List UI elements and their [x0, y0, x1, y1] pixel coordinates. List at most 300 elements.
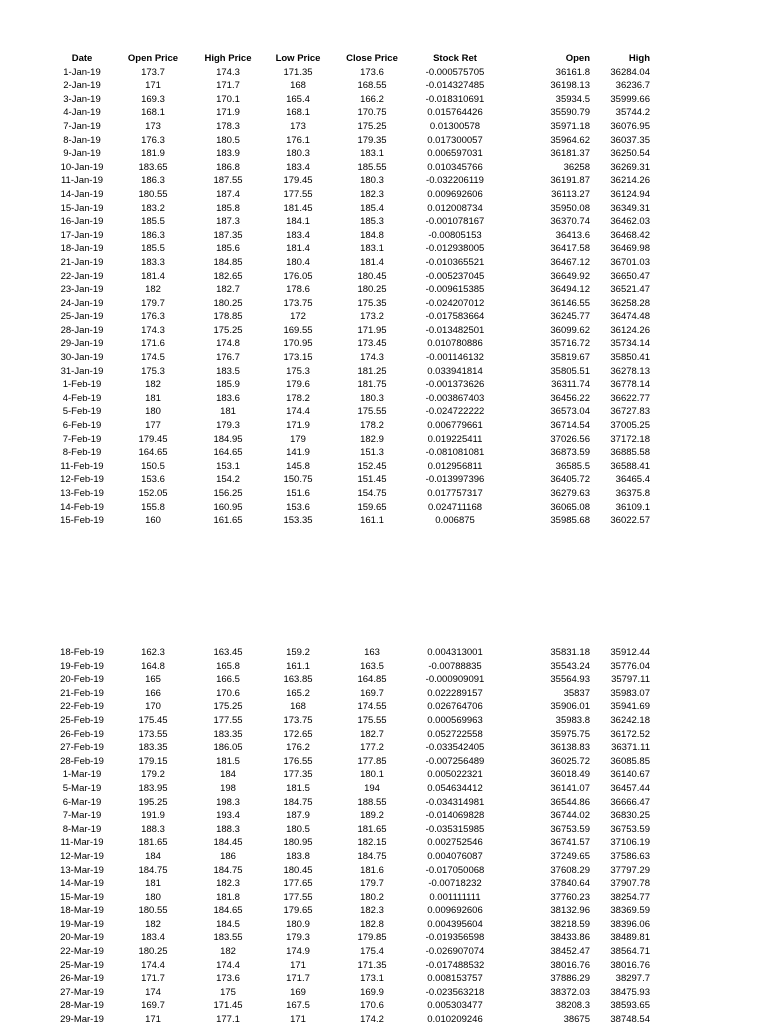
close-price-cell: 180.25	[357, 284, 387, 296]
index-open-cell: 38132.96	[550, 905, 590, 917]
high-price-cell: 186.8	[216, 161, 240, 173]
index-high-cell: 36622.77	[610, 392, 650, 404]
low-price-cell: 180.3	[286, 148, 310, 160]
index-open-cell: 35950.08	[550, 202, 590, 214]
close-price-cell: 173.1	[360, 973, 384, 985]
index-high-cell: 36666.47	[610, 796, 650, 808]
stock-ret-cell: 0.004313001	[427, 647, 483, 658]
index-high-cell: 35999.66	[610, 93, 650, 105]
low-price-cell: 151.6	[286, 488, 310, 499]
index-high-cell: 36258.28	[610, 297, 650, 309]
table-row	[0, 270, 768, 284]
date-cell: 24-Jan-19	[60, 297, 104, 309]
open-price-cell: 155.8	[141, 501, 165, 513]
table-row	[0, 365, 768, 379]
index-open-cell: 35985.68	[550, 515, 590, 527]
table-row	[0, 351, 768, 365]
stock-ret-cell: 0.033941814	[427, 365, 483, 377]
date-cell: 28-Mar-19	[60, 1000, 104, 1012]
stock-ret-cell: -0.013997396	[425, 474, 485, 486]
index-open-cell: 36018.49	[550, 769, 590, 781]
open-price-cell: 181	[145, 392, 161, 404]
high-price-cell: 185.8	[216, 202, 240, 214]
index-open-cell: 35971.18	[550, 120, 590, 132]
index-high-cell: 38369.59	[610, 905, 650, 917]
table-row	[0, 106, 768, 120]
open-price-cell: 166	[145, 687, 161, 699]
date-cell: 9-Jan-19	[63, 148, 101, 160]
index-open-cell: 37840.64	[550, 878, 590, 890]
low-price-cell: 169	[290, 986, 306, 998]
low-price-cell: 177.55	[283, 188, 313, 200]
high-price-cell: 175.25	[213, 701, 243, 713]
low-price-cell: 172.65	[283, 728, 313, 740]
index-high-cell: 36468.42	[610, 229, 650, 241]
low-price-cell: 181.45	[283, 202, 313, 214]
high-price-cell: 184.95	[213, 433, 243, 445]
open-price-cell: 181.65	[138, 837, 168, 849]
stock-ret-cell: 0.022289157	[427, 687, 483, 699]
index-high-cell: 36371.11	[611, 742, 650, 754]
open-price-cell: 191.9	[141, 810, 165, 822]
table-row	[0, 378, 768, 392]
table-row	[0, 473, 768, 487]
high-price-cell: 178.3	[216, 120, 240, 132]
table-row	[0, 405, 768, 419]
table-row	[0, 419, 768, 433]
low-price-cell: 161.1	[286, 660, 310, 672]
date-cell: 15-Jan-19	[60, 202, 104, 214]
open-price-cell: 177	[145, 420, 161, 432]
stock-ret-cell: -0.014069828	[425, 810, 485, 822]
stock-ret-cell: 0.006875	[435, 515, 475, 527]
index-high-cell: 36830.25	[610, 810, 650, 822]
index-open-cell: 36099.62	[550, 324, 590, 336]
close-price-cell: 173.6	[360, 66, 384, 78]
high-price-cell: 185.6	[216, 243, 240, 255]
close-price-cell: 180.3	[360, 175, 384, 187]
low-price-cell: 180.95	[283, 837, 313, 849]
low-price-cell: 169.55	[283, 324, 313, 336]
close-price-cell: 151.45	[357, 474, 387, 486]
low-price-cell: 168	[290, 701, 306, 713]
index-open-cell: 36245.77	[550, 311, 590, 323]
low-price-cell: 183.4	[286, 229, 310, 241]
date-cell: 15-Feb-19	[60, 515, 104, 527]
index-high-cell: 35912.44	[610, 647, 650, 658]
index-high-cell: 36242.18	[610, 714, 650, 726]
low-price-cell: 173.75	[283, 297, 313, 309]
open-price-cell: 183.65	[138, 161, 168, 173]
index-high-cell: 35797.11	[611, 674, 650, 686]
index-open-cell: 37608.29	[550, 864, 590, 876]
open-price-cell: 162.3	[141, 647, 165, 658]
date-cell: 8-Feb-19	[62, 447, 102, 459]
date-cell: 22-Feb-19	[60, 701, 104, 713]
date-cell: 27-Mar-19	[60, 986, 104, 998]
index-open-cell: 36141.07	[550, 782, 590, 794]
index-open-cell: 36113.27	[551, 188, 590, 200]
close-price-cell: 183.1	[360, 243, 384, 255]
close-price-cell: 181.6	[360, 864, 384, 876]
header-close-price: Close Price	[346, 53, 398, 64]
table-row	[0, 660, 768, 674]
index-open-cell: 35964.62	[550, 134, 590, 146]
stock-ret-cell: 0.004395604	[427, 918, 483, 930]
close-price-cell: 182.9	[360, 433, 384, 445]
index-high-cell: 36521.47	[610, 284, 650, 296]
high-price-cell: 184	[220, 769, 236, 781]
stock-ret-cell: -0.018310691	[425, 93, 485, 105]
index-high-cell: 36109.1	[615, 501, 650, 513]
low-price-cell: 153.6	[286, 501, 310, 513]
stock-ret-cell: 0.006597031	[427, 148, 483, 160]
stock-ret-cell: -0.010365521	[425, 256, 485, 268]
date-cell: 29-Jan-19	[60, 338, 104, 350]
table-row	[0, 796, 768, 810]
table-row	[0, 161, 768, 175]
date-cell: 2-Jan-19	[63, 80, 101, 92]
close-price-cell: 178.2	[360, 420, 384, 432]
low-price-cell: 181.5	[286, 782, 310, 794]
low-price-cell: 173.15	[283, 352, 313, 364]
close-price-cell: 182.15	[357, 837, 387, 849]
close-price-cell: 173.2	[360, 311, 384, 323]
table-row	[0, 174, 768, 188]
open-price-cell: 180.25	[138, 946, 168, 958]
stock-ret-cell: 0.009692606	[427, 188, 483, 200]
open-price-cell: 181	[145, 878, 161, 890]
table-row	[0, 836, 768, 850]
close-price-cell: 175.25	[357, 120, 387, 132]
stock-ret-cell: -0.003867403	[425, 392, 485, 404]
date-cell: 20-Mar-19	[60, 932, 104, 944]
high-price-cell: 156.25	[213, 488, 243, 499]
high-price-cell: 171.45	[213, 1000, 243, 1012]
date-cell: 18-Jan-19	[60, 243, 104, 255]
close-price-cell: 184.75	[357, 850, 387, 862]
date-cell: 21-Feb-19	[60, 687, 104, 699]
close-price-cell: 174.3	[360, 352, 384, 364]
table-row	[0, 918, 768, 932]
high-price-cell: 184.65	[213, 905, 243, 917]
stock-ret-cell: 0.000569963	[427, 714, 483, 726]
index-open-cell: 35934.5	[555, 93, 590, 105]
index-high-cell: 36236.7	[615, 80, 650, 92]
open-price-cell: 179.45	[138, 433, 168, 445]
low-price-cell: 171.9	[286, 420, 310, 432]
index-high-cell: 35734.14	[610, 338, 650, 350]
low-price-cell: 165.2	[286, 687, 310, 699]
index-open-cell: 36649.92	[550, 270, 590, 282]
low-price-cell: 168.1	[286, 107, 310, 119]
stock-table-page-1	[0, 52, 768, 528]
header-stock-ret: Stock Ret	[433, 53, 477, 64]
index-high-cell: 36650.47	[610, 270, 650, 282]
stock-ret-cell: 0.052722558	[427, 728, 483, 740]
open-price-cell: 174.3	[141, 324, 165, 336]
low-price-cell: 171.35	[283, 66, 313, 78]
stock-ret-cell: 0.010780886	[427, 338, 483, 350]
table-row	[0, 242, 768, 256]
index-open-cell: 36405.72	[550, 474, 590, 486]
open-price-cell: 165	[145, 674, 161, 686]
table-row	[0, 446, 768, 460]
table-row	[0, 673, 768, 687]
high-price-cell: 193.4	[216, 810, 240, 822]
open-price-cell: 183.2	[141, 202, 165, 214]
table-row	[0, 755, 768, 769]
open-price-cell: 164.65	[138, 447, 168, 459]
stock-ret-cell: -0.001373626	[425, 379, 485, 391]
index-high-cell: 38748.54	[610, 1014, 650, 1026]
low-price-cell: 179.6	[286, 379, 310, 391]
table-row	[0, 93, 768, 107]
date-cell: 11-Mar-19	[60, 837, 104, 849]
low-price-cell: 171	[290, 959, 306, 971]
open-price-cell: 164.8	[141, 660, 165, 672]
low-price-cell: 141.9	[286, 447, 310, 459]
date-cell: 19-Mar-19	[60, 918, 104, 930]
low-price-cell: 177.35	[283, 769, 313, 781]
date-cell: 28-Feb-19	[60, 755, 104, 767]
high-price-cell: 185.9	[216, 379, 240, 391]
index-open-cell: 38016.76	[550, 959, 590, 971]
date-cell: 8-Mar-19	[62, 823, 102, 835]
high-price-cell: 184.45	[213, 837, 243, 849]
open-price-cell: 181.4	[141, 270, 165, 282]
low-price-cell: 177.55	[283, 891, 313, 903]
index-open-cell: 36753.59	[550, 823, 590, 835]
index-open-cell: 38433.86	[550, 932, 590, 944]
high-price-cell: 184.85	[213, 256, 243, 268]
date-cell: 14-Mar-19	[60, 878, 104, 890]
index-open-cell: 36198.13	[550, 80, 590, 92]
open-price-cell: 183.4	[141, 932, 165, 944]
index-high-cell: 35941.69	[610, 701, 650, 713]
date-cell: 18-Feb-19	[60, 647, 104, 658]
low-price-cell: 178.2	[286, 392, 310, 404]
date-cell: 25-Mar-19	[60, 959, 104, 971]
date-cell: 25-Jan-19	[60, 311, 104, 323]
index-high-cell: 36076.95	[610, 120, 650, 132]
high-price-cell: 161.65	[213, 515, 243, 527]
table-row	[0, 959, 768, 973]
stock-ret-cell: 0.015764426	[427, 107, 483, 119]
open-price-cell: 174	[145, 986, 161, 998]
table-row	[0, 850, 768, 864]
index-high-cell: 38297.7	[615, 973, 650, 985]
table-row	[0, 188, 768, 202]
open-price-cell: 180	[145, 406, 161, 418]
close-price-cell: 169.9	[360, 986, 384, 998]
index-open-cell: 35805.51	[550, 365, 590, 377]
table-row	[0, 392, 768, 406]
table-row	[0, 646, 768, 660]
stock-table-page-2	[0, 646, 768, 1027]
stock-ret-cell: -0.000575705	[425, 66, 485, 78]
high-price-cell: 170.6	[216, 687, 240, 699]
low-price-cell: 176.1	[286, 134, 310, 146]
low-price-cell: 180.5	[286, 823, 310, 835]
index-high-cell: 38475.93	[610, 986, 650, 998]
date-cell: 23-Jan-19	[60, 284, 104, 296]
open-price-cell: 174.4	[141, 959, 165, 971]
open-price-cell: 173.55	[138, 728, 168, 740]
index-high-cell: 37172.18	[610, 433, 650, 445]
index-high-cell: 36250.54	[610, 148, 650, 160]
stock-ret-cell: 0.017300057	[427, 134, 483, 146]
stock-ret-cell: -0.035315985	[425, 823, 485, 835]
low-price-cell: 176.55	[283, 755, 313, 767]
date-cell: 29-Mar-19	[60, 1014, 104, 1026]
index-high-cell: 35850.41	[610, 352, 650, 364]
high-price-cell: 181.8	[216, 891, 240, 903]
high-price-cell: 183.55	[213, 932, 243, 944]
stock-ret-cell: -0.032206119	[426, 175, 484, 187]
stock-ret-cell: -0.00805153	[428, 229, 482, 241]
low-price-cell: 181.4	[286, 243, 310, 255]
high-price-cell: 183.9	[216, 148, 240, 160]
table-row	[0, 931, 768, 945]
date-cell: 8-Jan-19	[63, 134, 101, 146]
table-row	[0, 864, 768, 878]
close-price-cell: 175.4	[360, 946, 384, 958]
high-price-cell: 187.4	[216, 188, 240, 200]
index-open-cell: 36181.37	[550, 148, 590, 160]
close-price-cell: 180.2	[360, 891, 384, 903]
open-price-cell: 183.3	[141, 256, 165, 268]
close-price-cell: 171.35	[357, 959, 387, 971]
index-open-cell: 36311.74	[551, 379, 590, 391]
table-row	[0, 823, 768, 837]
close-price-cell: 171.95	[357, 324, 387, 336]
index-high-cell: 38254.77	[610, 891, 650, 903]
low-price-cell: 180.4	[286, 256, 310, 268]
table-row	[0, 700, 768, 714]
low-price-cell: 174.9	[286, 946, 310, 958]
index-open-cell: 36544.86	[550, 796, 590, 808]
high-price-cell: 184.5	[216, 918, 240, 930]
stock-ret-cell: 0.008153757	[427, 973, 483, 985]
low-price-cell: 172	[290, 311, 306, 323]
open-price-cell: 171	[145, 1014, 161, 1026]
high-price-cell: 174.8	[216, 338, 240, 350]
stock-ret-cell: -0.009615385	[425, 284, 485, 296]
date-cell: 14-Jan-19	[60, 188, 104, 200]
low-price-cell: 163.85	[283, 674, 313, 686]
index-open-cell: 37249.65	[550, 850, 590, 862]
high-price-cell: 176.7	[216, 352, 240, 364]
stock-ret-cell: 0.017757317	[427, 488, 483, 499]
date-cell: 3-Jan-19	[63, 93, 101, 105]
table-row	[0, 134, 768, 148]
date-cell: 30-Jan-19	[60, 352, 104, 364]
stock-ret-cell: 0.002752546	[427, 837, 483, 849]
open-price-cell: 170	[145, 701, 161, 713]
open-price-cell: 168.1	[141, 107, 165, 119]
high-price-cell: 163.45	[213, 647, 243, 658]
high-price-cell: 180.5	[216, 134, 240, 146]
date-cell: 11-Jan-19	[60, 175, 104, 187]
stock-ret-cell: -0.001078167	[425, 216, 485, 228]
low-price-cell: 183.4	[286, 161, 310, 173]
open-price-cell: 169.3	[141, 93, 165, 105]
close-price-cell: 182.8	[360, 918, 384, 930]
high-price-cell: 175.25	[213, 324, 243, 336]
close-price-cell: 181.25	[357, 365, 387, 377]
open-price-cell: 173	[145, 120, 161, 132]
close-price-cell: 181.75	[357, 379, 387, 391]
stock-ret-cell: 0.01300578	[429, 120, 481, 132]
index-high-cell: 36885.58	[610, 447, 650, 459]
table-row	[0, 120, 768, 134]
index-open-cell: 36456.22	[550, 392, 590, 404]
date-cell: 7-Jan-19	[63, 120, 101, 132]
open-price-cell: 180	[145, 891, 161, 903]
low-price-cell: 179.65	[283, 905, 313, 917]
date-cell: 25-Feb-19	[60, 714, 104, 726]
stock-ret-cell: -0.014327485	[425, 80, 485, 92]
high-price-cell: 187.3	[216, 216, 240, 228]
high-price-cell: 171.9	[216, 107, 240, 119]
stock-ret-cell: -0.017488532	[425, 959, 485, 971]
high-price-cell: 198.3	[216, 796, 240, 808]
stock-ret-cell: -0.024722222	[425, 406, 485, 418]
low-price-cell: 176.2	[286, 742, 310, 754]
index-open-cell: 36873.59	[550, 447, 590, 459]
index-open-cell: 36573.04	[550, 406, 590, 418]
open-price-cell: 169.7	[141, 1000, 165, 1012]
stock-ret-cell: -0.019356598	[425, 932, 485, 944]
index-open-cell: 35716.72	[550, 338, 590, 350]
date-cell: 22-Mar-19	[60, 946, 104, 958]
index-high-cell: 36124.94	[610, 188, 650, 200]
index-high-cell: 36474.48	[610, 311, 650, 323]
index-high-cell: 36172.52	[610, 728, 650, 740]
open-price-cell: 188.3	[141, 823, 165, 835]
date-cell: 5-Feb-19	[62, 406, 102, 418]
stock-ret-cell: 0.010345766	[427, 161, 483, 173]
high-price-cell: 186.05	[213, 742, 243, 754]
index-high-cell: 36278.13	[610, 365, 650, 377]
index-open-cell: 36417.58	[550, 243, 590, 255]
stock-ret-cell: -0.000909091	[425, 674, 485, 686]
high-price-cell: 180.25	[213, 297, 243, 309]
open-price-cell: 171.7	[141, 973, 165, 985]
table-row	[0, 229, 768, 243]
high-price-cell: 183.5	[216, 365, 240, 377]
date-cell: 26-Mar-19	[60, 973, 104, 985]
high-price-cell: 177.55	[213, 714, 243, 726]
close-price-cell: 194	[364, 782, 380, 794]
close-price-cell: 180.45	[357, 270, 387, 282]
table-row	[0, 514, 768, 528]
header-index-high: High	[628, 53, 650, 64]
index-open-cell: 36191.87	[550, 175, 590, 187]
index-high-cell: 38489.81	[610, 932, 650, 944]
close-price-cell: 163	[364, 647, 380, 658]
stock-ret-cell: 0.005303477	[427, 1000, 483, 1012]
high-price-cell: 181.5	[216, 755, 240, 767]
index-high-cell: 37797.29	[610, 864, 650, 876]
low-price-cell: 167.5	[286, 1000, 310, 1012]
close-price-cell: 182.3	[360, 188, 384, 200]
date-cell: 13-Feb-19	[60, 488, 104, 499]
low-price-cell: 183.8	[286, 850, 310, 862]
table-row	[0, 1013, 768, 1027]
index-high-cell: 36469.98	[610, 243, 650, 255]
